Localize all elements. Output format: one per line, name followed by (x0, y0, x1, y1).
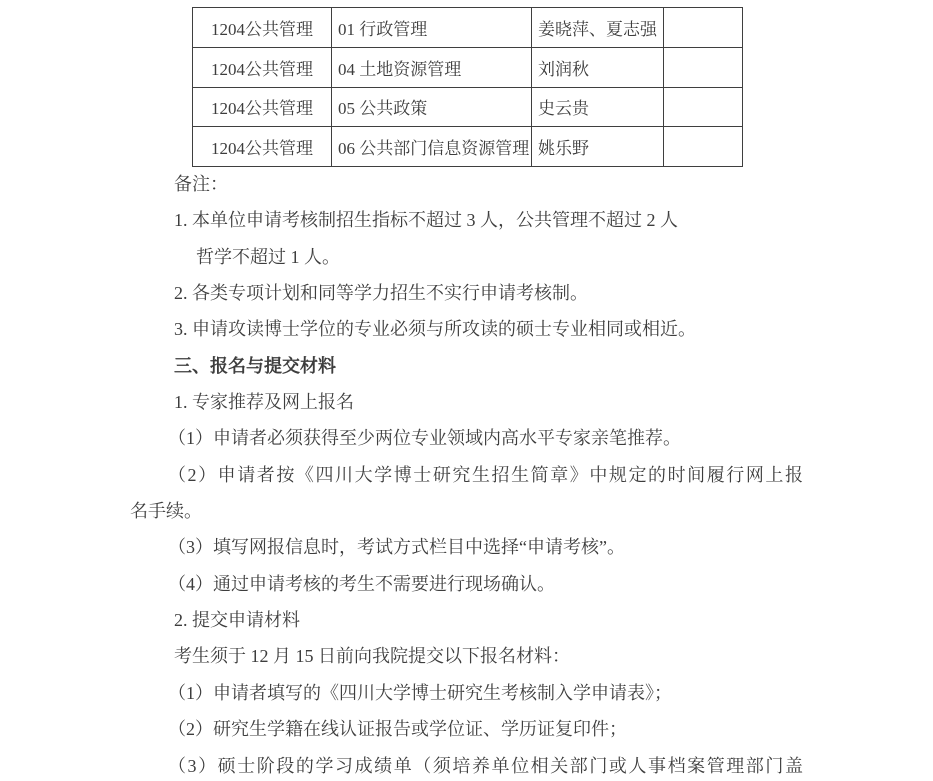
cell-research-direction: 04 土地资源管理 (332, 47, 532, 87)
table-row (193, 87, 743, 127)
cell-major-code: 1204公共管理 (193, 8, 332, 48)
majors-table (192, 7, 743, 167)
item-1-sub-4: （4）通过申请考核的考生不需要进行现场确认。 (168, 573, 555, 594)
note-3: 3. 申请攻读博士学位的专业必须与所攻读的硕士专业相同或相近。 (174, 319, 696, 340)
remarks-label: 备注： (174, 174, 228, 194)
document-body (130, 166, 803, 781)
cell-empty (664, 87, 743, 127)
cell-research-direction: 01 行政管理 (332, 8, 532, 48)
table-row (193, 127, 743, 167)
cell-supervisor: 姜晓萍、夏志强 (532, 8, 664, 48)
material-3: （3）硕士阶段的学习成绩单（须培养单位相关部门或人事档案管理部门盖 (168, 755, 803, 776)
item-2-title: 2. 提交申请材料 (174, 610, 300, 631)
cell-major-code: 1204公共管理 (193, 47, 332, 87)
cell-supervisor: 姚乐野 (532, 127, 664, 167)
item-1-sub-2: （2）申请者按《四川大学博士研究生招生简章》中规定的时间履行网上报 (168, 464, 803, 485)
material-1: （1）申请者填写的《四川大学博士研究生考核制入学申请表》； (168, 682, 672, 703)
material-2: （2）研究生学籍在线认证报告或学位证、学历证复印件； (168, 719, 627, 740)
cell-supervisor: 史云贵 (532, 87, 664, 127)
section-heading: 三、报名与提交材料 (174, 355, 336, 376)
cell-research-direction: 06 公共部门信息资源管理 (332, 127, 532, 167)
cell-empty (664, 8, 743, 48)
item-2-intro: 考生须于 12 月 15 日前向我院提交以下报名材料： (174, 646, 570, 667)
item-1-sub-3: （3）填写网报信息时，考试方式栏目中选择“申请考核”。 (168, 537, 625, 558)
cell-major-code: 1204公共管理 (193, 87, 332, 127)
table-row (193, 47, 743, 87)
cell-empty (664, 127, 743, 167)
item-1-sub-2-cont: 名手续。 (130, 501, 202, 522)
note-1: 1. 本单位申请考核制招生指标不超过 3 人，公共管理不超过 2 人 (174, 210, 678, 231)
item-1-sub-1: （1）申请者必须获得至少两位专业领域内高水平专家亲笔推荐。 (168, 428, 681, 449)
cell-supervisor: 刘润秋 (532, 47, 664, 87)
note-2: 2. 各类专项计划和同等学力招生不实行申请考核制。 (174, 283, 588, 304)
item-1-title: 1. 专家推荐及网上报名 (174, 392, 354, 413)
cell-major-code: 1204公共管理 (193, 127, 332, 167)
note-1-continuation: 哲学不超过 1 人。 (196, 246, 340, 267)
table-row (193, 8, 743, 48)
cell-research-direction: 05 公共政策 (332, 87, 532, 127)
cell-empty (664, 47, 743, 87)
